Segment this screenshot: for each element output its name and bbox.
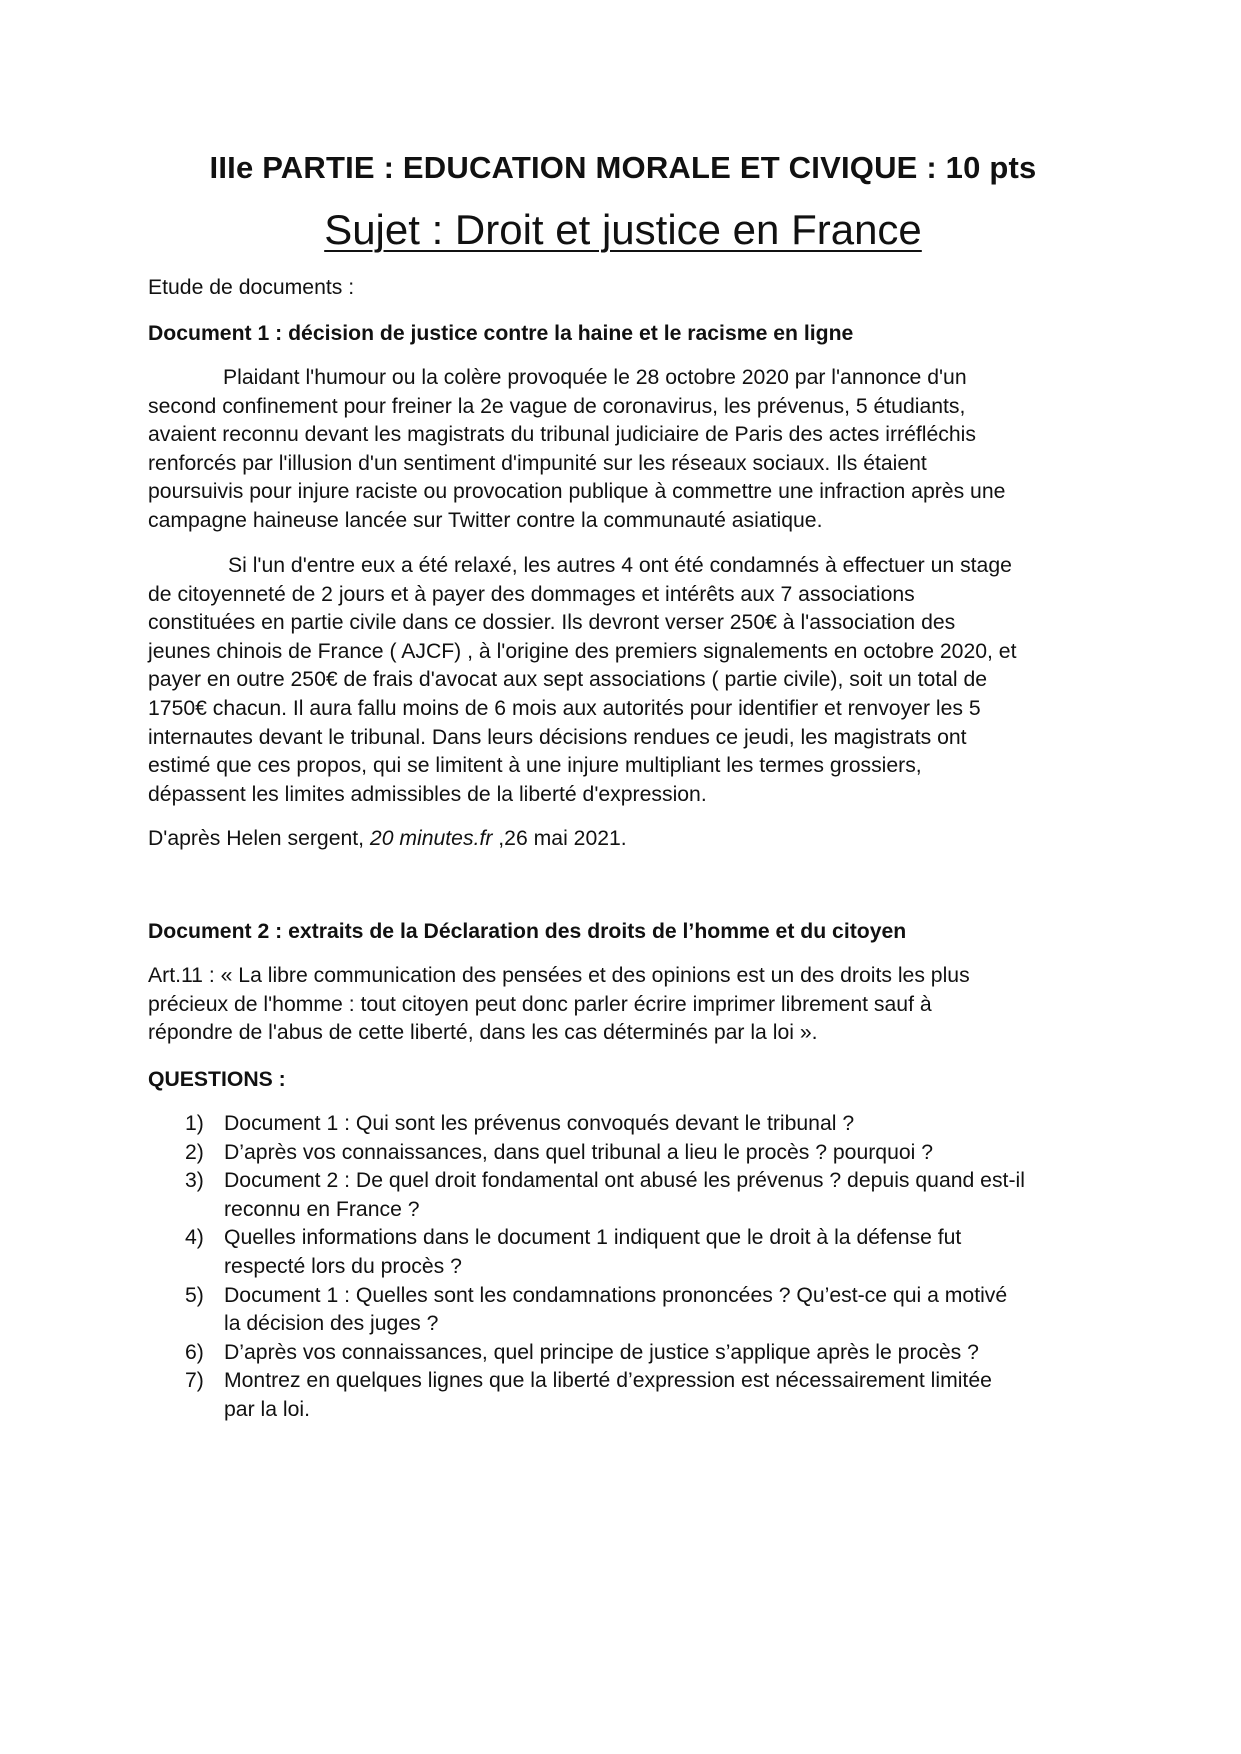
question-number: 3) — [185, 1169, 204, 1193]
question-text: Quelles informations dans le document 1 indiquent que le droit à la défense fut — [224, 1226, 962, 1250]
part-title: IIIe PARTIE : EDUCATION MORALE ET CIVIQUE : 10 pts — [209, 150, 1037, 185]
question-text: reconnu en France ? — [224, 1197, 420, 1221]
question-item — [148, 1167, 1098, 1224]
question-number: 6) — [185, 1340, 204, 1364]
questions-title: QUESTIONS : — [148, 1068, 286, 1091]
question-text: D’après vos connaissances, dans quel tribunal a lieu le procès ? pourquoi ? — [224, 1140, 934, 1164]
question-text: Montrez en quelques lignes que la liberté d’expression est nécessairement limitée — [224, 1369, 992, 1393]
question-number: 7) — [185, 1369, 204, 1393]
subject-title: Sujet : Droit et justice en France — [324, 206, 922, 253]
source-author: D'après Helen sergent, — [148, 827, 370, 850]
text-line: payer en outre 250€ de frais d'avocat aux sept associations ( partie civile), soit un total de — [148, 668, 988, 692]
question-text: Document 1 : Qui sont les prévenus convoqués devant le tribunal ? — [224, 1112, 855, 1135]
question-number: 4) — [185, 1226, 204, 1250]
text-line: Art.11 : « La libre communication des pensées et des opinions est un des droits les plus — [148, 964, 970, 987]
text-line: estimé que ces propos, qui se limitent à une injure multipliant les termes grossiers, — [148, 754, 922, 778]
question-number: 5) — [185, 1283, 204, 1307]
question-item — [148, 1282, 1098, 1339]
text-line: répondre de l'abus de cette liberté, dans les cas déterminés par la loi ». — [148, 1021, 818, 1045]
document1-source — [148, 825, 627, 854]
questions-list — [148, 1110, 1098, 1425]
question-text: respecté lors du procès ? — [224, 1254, 462, 1278]
text-line: poursuivis pour injure raciste ou provocation publique à commettre une infraction après une — [148, 480, 1006, 504]
text-line: second confinement pour freiner la 2e vague de coronavirus, les prévenus, 5 étudiants, — [148, 394, 966, 418]
question-text: la décision des juges ? — [224, 1312, 439, 1336]
text-line: campagne haineuse lancée sur Twitter contre la communauté asiatique. — [148, 508, 823, 532]
document1-title: Document 1 : décision de justice contre la haine et le racisme en ligne — [148, 322, 854, 345]
question-number: 2) — [185, 1140, 204, 1164]
question-item — [148, 1139, 1098, 1168]
intro-text: Etude de documents : — [148, 276, 355, 299]
question-item — [148, 1224, 1098, 1281]
text-line: dépassent les limites admissibles de la liberté d'expression. — [148, 782, 707, 806]
question-item — [148, 1367, 1098, 1424]
question-text: Document 1 : Quelles sont les condamnations prononcées ? Qu’est-ce qui a motivé — [224, 1283, 1008, 1307]
text-line: jeunes chinois de France ( AJCF) , à l'origine des premiers signalements en octobre 2020, et — [148, 639, 1017, 663]
document2-title: Document 2 : extraits de la Déclaration des droits de l’homme et du citoyen — [148, 920, 907, 943]
source-publication: 20 minutes.fr — [369, 827, 493, 850]
text-line: Plaidant l'humour ou la colère provoquée le 28 octobre 2020 par l'annonce d'un — [223, 366, 967, 389]
text-line: précieux de l'homme : tout citoyen peut donc parler écrire imprimer librement sauf à — [148, 992, 932, 1016]
text-line: de citoyenneté de 2 jours et à payer des dommages et intérêts aux 7 associations — [148, 582, 915, 606]
question-number: 1) — [185, 1112, 204, 1135]
question-text: par la loi. — [224, 1397, 310, 1421]
document1-paragraph1 — [148, 364, 1098, 536]
text-line: Si l'un d'entre eux a été relaxé, les autres 4 ont été condamnés à effectuer un stage — [228, 554, 1012, 577]
text-line: renforcés par l'illusion d'un sentiment d'impunité sur les réseaux sociaux. Ils étaient — [148, 451, 927, 475]
text-line: avaient reconnu devant les magistrats du tribunal judiciaire de Paris des actes irréfléchis — [148, 423, 976, 447]
text-line: 1750€ chacun. Il aura fallu moins de 6 mois aux autorités pour identifier et renvoyer les 5 — [148, 696, 981, 720]
document1-paragraph2 — [148, 552, 1098, 809]
document2-paragraph — [148, 962, 1098, 1048]
question-item — [148, 1110, 1098, 1139]
text-line: constituées en partie civile dans ce dossier. Ils devront verser 250€ à l'association des — [148, 611, 956, 635]
question-text: D’après vos connaissances, quel principe de justice s’applique après le procès ? — [224, 1340, 979, 1364]
question-item — [148, 1339, 1098, 1368]
text-line: internautes devant le tribunal. Dans leurs décisions rendues ce jeudi, les magistrats ont — [148, 725, 967, 749]
source-date: ,26 mai 2021. — [492, 827, 627, 850]
question-text: Document 2 : De quel droit fondamental ont abusé les prévenus ? depuis quand est-il — [224, 1169, 1025, 1193]
